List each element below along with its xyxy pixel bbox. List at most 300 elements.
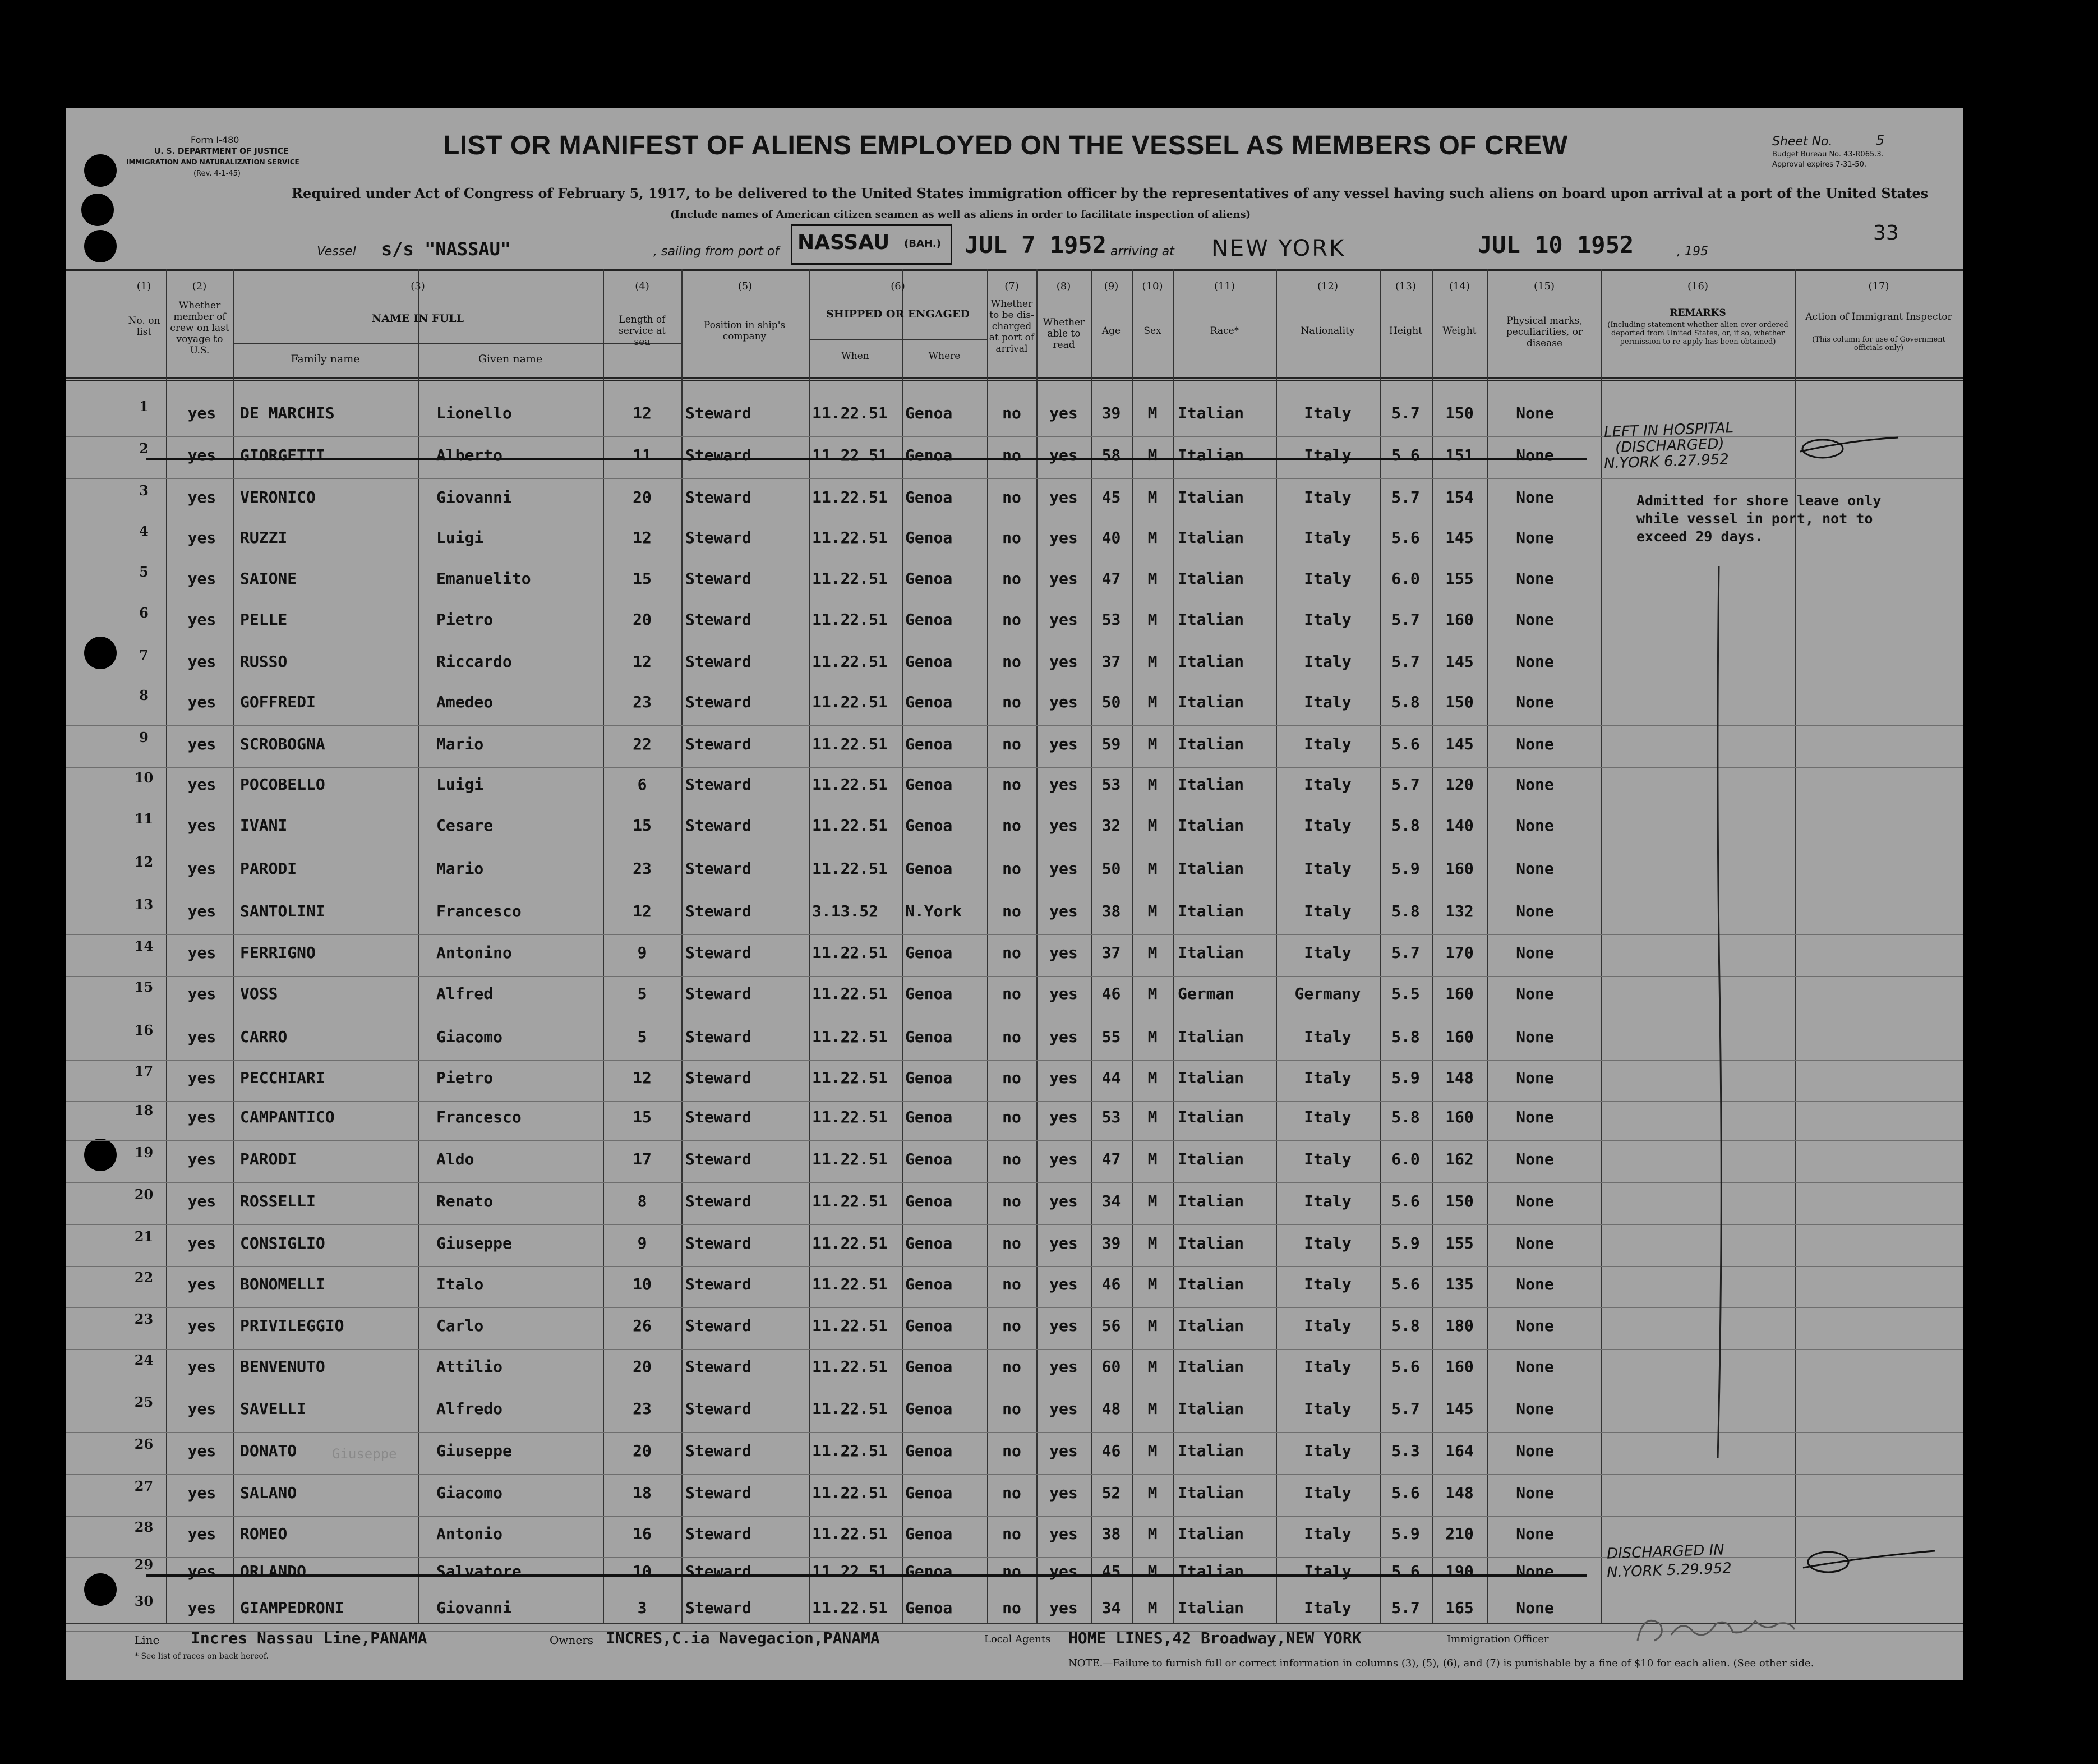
cell-given-name: Cesare — [436, 816, 494, 835]
cell-length: 11 — [633, 446, 652, 464]
cell-sex: M — [1147, 1028, 1158, 1046]
cell-member: yes — [187, 569, 216, 588]
cell-race: Italian — [1178, 1441, 1244, 1460]
col-number: (1) — [136, 280, 151, 292]
cell-member: yes — [187, 693, 216, 711]
cell-family-name: GOFFREDI — [240, 693, 316, 711]
cell-read: yes — [1049, 1316, 1078, 1335]
cell-when: 11.22.51 — [812, 1234, 888, 1252]
cell-age: 38 — [1101, 902, 1121, 920]
cell-physical: None — [1516, 735, 1554, 753]
cell-nationality: Italy — [1304, 1441, 1352, 1460]
cell-given-name: Alberto — [436, 446, 503, 464]
cell-when: 11.22.51 — [812, 693, 888, 711]
cell-length: 5 — [637, 1028, 647, 1046]
cell-age: 46 — [1101, 1275, 1121, 1293]
cell-read: yes — [1049, 404, 1078, 422]
cell-nationality: Italy — [1304, 528, 1352, 547]
cell-no: 12 — [134, 854, 154, 870]
cell-height: 5.7 — [1391, 610, 1420, 629]
cell-discharged: no — [1002, 1108, 1021, 1126]
cell-weight: 155 — [1445, 1234, 1474, 1252]
cell-sex: M — [1147, 943, 1158, 962]
cell-given-name: Luigi — [436, 775, 484, 794]
cell-no: 7 — [139, 647, 149, 663]
cell-physical: None — [1516, 943, 1554, 962]
cell-read: yes — [1049, 859, 1078, 878]
remark-date: N.YORK 6.27.952 — [1603, 451, 1730, 472]
header-remarks: REMARKS — [1670, 307, 1726, 319]
cell-family-name: PECCHIARI — [240, 1068, 325, 1087]
cell-length: 12 — [633, 404, 652, 422]
row-rule — [66, 976, 1963, 977]
cell-position: Steward — [685, 1234, 752, 1252]
cell-sex: M — [1147, 1524, 1158, 1543]
cell-height: 5.6 — [1391, 1192, 1420, 1210]
cell-position: Steward — [685, 816, 752, 835]
cell-weight: 170 — [1445, 943, 1474, 962]
cell-family-name: SAVELLI — [240, 1399, 307, 1418]
col-number: (5) — [737, 280, 753, 292]
cell-read: yes — [1049, 610, 1078, 629]
cell-weight: 150 — [1445, 404, 1474, 422]
cell-family-name: PARODI — [240, 859, 297, 878]
col-divider — [681, 269, 683, 1623]
cell-position: Steward — [685, 859, 752, 878]
cell-discharged: no — [1002, 1234, 1021, 1252]
vessel-label: Vessel — [317, 245, 356, 259]
cell-race: Italian — [1178, 404, 1244, 422]
cell-age: 52 — [1101, 1484, 1121, 1502]
cell-height: 5.7 — [1391, 488, 1420, 506]
cell-physical: None — [1516, 859, 1554, 878]
cell-race: Italian — [1178, 816, 1244, 835]
cell-given-name: Alfredo — [436, 1399, 503, 1418]
row-rule — [66, 1060, 1963, 1061]
cell-age: 40 — [1101, 528, 1121, 547]
cell-race: Italian — [1178, 1357, 1244, 1376]
cell-length: 3 — [637, 1599, 647, 1617]
cell-member: yes — [187, 652, 216, 671]
cell-age: 53 — [1101, 610, 1121, 629]
cell-height: 5.5 — [1391, 984, 1420, 1003]
cell-sex: M — [1147, 1275, 1158, 1293]
cell-read: yes — [1049, 943, 1078, 962]
cell-race: Italian — [1178, 1524, 1244, 1543]
cell-no: 20 — [134, 1186, 154, 1203]
cell-given-name: Giuseppe — [436, 1234, 512, 1252]
cell-race: Italian — [1178, 1068, 1244, 1087]
cell-sex: M — [1147, 1441, 1158, 1460]
cell-position: Steward — [685, 1275, 752, 1293]
col-number: (8) — [1056, 280, 1071, 292]
cell-height: 5.6 — [1391, 528, 1420, 547]
arrival-port: NEW YORK — [1211, 236, 1346, 261]
cell-physical: None — [1516, 1599, 1554, 1617]
cell-position: Steward — [685, 488, 752, 506]
cell-member: yes — [187, 1275, 216, 1293]
cell-race: Italian — [1178, 569, 1244, 588]
cell-length: 20 — [633, 1441, 652, 1460]
header-position: Position in ship's company — [703, 320, 786, 342]
cell-nationality: Italy — [1304, 943, 1352, 962]
cell-given-name: Alfred — [436, 984, 494, 1003]
cell-height: 6.0 — [1391, 1150, 1420, 1168]
cell-discharged: no — [1002, 1524, 1021, 1543]
cell-sex: M — [1147, 1562, 1158, 1581]
faded-given-name: Giuseppe — [332, 1446, 397, 1462]
col-divider — [418, 269, 419, 1623]
cell-physical: None — [1516, 1275, 1554, 1293]
cell-nationality: Italy — [1304, 902, 1352, 920]
cell-nationality: Italy — [1304, 735, 1352, 753]
cell-physical: None — [1516, 1399, 1554, 1418]
cell-no: 1 — [139, 398, 149, 414]
cell-member: yes — [187, 1108, 216, 1126]
cell-discharged: no — [1002, 1150, 1021, 1168]
cell-when: 11.22.51 — [812, 1028, 888, 1046]
cell-age: 46 — [1101, 1441, 1121, 1460]
footer-line-value: Incres Nassau Line,PANAMA — [191, 1629, 427, 1647]
cell-given-name: Italo — [436, 1275, 484, 1293]
cell-physical: None — [1516, 902, 1554, 920]
cell-weight: 160 — [1445, 1108, 1474, 1126]
cell-sex: M — [1147, 569, 1158, 588]
strike-through-line — [146, 1574, 1587, 1577]
cell-age: 45 — [1101, 488, 1121, 506]
cell-no: 13 — [134, 896, 154, 913]
header-where: Where — [928, 351, 961, 362]
cell-height: 5.9 — [1391, 1524, 1420, 1543]
cell-age: 50 — [1101, 859, 1121, 878]
cell-height: 5.6 — [1391, 1484, 1420, 1502]
cell-when: 11.22.51 — [812, 775, 888, 794]
cell-family-name: SCROBOGNA — [240, 735, 325, 753]
cell-when: 11.22.51 — [812, 1150, 888, 1168]
cell-nationality: Italy — [1304, 1192, 1352, 1210]
inspector-mark — [1795, 1545, 1940, 1579]
cell-when: 11.22.51 — [812, 1108, 888, 1126]
cell-when: 11.22.51 — [812, 984, 888, 1003]
cell-length: 15 — [633, 1108, 652, 1126]
cell-physical: None — [1516, 1234, 1554, 1252]
cell-physical: None — [1516, 610, 1554, 629]
cell-position: Steward — [685, 693, 752, 711]
cell-race: Italian — [1178, 1316, 1244, 1335]
cell-discharged: no — [1002, 528, 1021, 547]
cell-no: 2 — [139, 440, 149, 457]
cell-where: Genoa — [905, 1357, 953, 1376]
cell-length: 9 — [637, 943, 647, 962]
cell-race: Italian — [1178, 1028, 1244, 1046]
cell-member: yes — [187, 1316, 216, 1335]
cell-given-name: Attilio — [436, 1357, 503, 1376]
row-rule — [66, 1140, 1963, 1141]
cell-discharged: no — [1002, 1484, 1021, 1502]
cell-discharged: no — [1002, 1068, 1021, 1087]
cell-age: 44 — [1101, 1068, 1121, 1087]
cell-length: 17 — [633, 1150, 652, 1168]
cell-discharged: no — [1002, 943, 1021, 962]
cell-given-name: Mario — [436, 859, 484, 878]
cell-family-name: IVANI — [240, 816, 288, 835]
header-family-name: Family name — [291, 353, 360, 365]
cell-family-name: BONOMELLI — [240, 1275, 325, 1293]
cell-weight: 148 — [1445, 1068, 1474, 1087]
row-rule — [66, 1516, 1963, 1517]
cell-no: 17 — [134, 1063, 154, 1079]
row-rule — [66, 934, 1963, 935]
remark-shore-leave-1: Admitted for shore leave only — [1636, 492, 1882, 509]
cell-weight: 155 — [1445, 569, 1474, 588]
cell-given-name: Carlo — [436, 1316, 484, 1335]
cell-family-name: PELLE — [240, 610, 288, 629]
cell-length: 23 — [633, 1399, 652, 1418]
cell-height: 5.6 — [1391, 1357, 1420, 1376]
form-service: IMMIGRATION AND NATURALIZATION SERVICE — [126, 158, 299, 166]
cell-member: yes — [187, 488, 216, 506]
col-divider — [233, 269, 234, 1623]
cell-given-name: Renato — [436, 1192, 494, 1210]
footer-note: NOTE.—Failure to furnish full or correct information in columns (3), (5), (6), and (7) is punishable by a fine of $10 for each alien. (See other side. — [1068, 1657, 1814, 1669]
cell-no: 18 — [134, 1102, 154, 1118]
header-action: Action of Immigrant Inspector — [1805, 311, 1952, 323]
col-number: (14) — [1449, 280, 1470, 292]
header-race: Race* — [1210, 325, 1239, 337]
cell-where: Genoa — [905, 404, 953, 422]
binder-hole — [84, 230, 117, 262]
cell-age: 47 — [1101, 569, 1121, 588]
cell-where: Genoa — [905, 1399, 953, 1418]
cell-family-name: VOSS — [240, 984, 278, 1003]
cell-sex: M — [1147, 610, 1158, 629]
cell-weight: 150 — [1445, 693, 1474, 711]
cell-weight: 210 — [1445, 1524, 1474, 1543]
cell-family-name: DE MARCHIS — [240, 404, 335, 422]
cell-age: 37 — [1101, 943, 1121, 962]
cell-given-name: Antonino — [436, 943, 512, 962]
cell-given-name: Giacomo — [436, 1028, 503, 1046]
footer-owners-label: Owners — [550, 1633, 594, 1647]
cell-discharged: no — [1002, 859, 1021, 878]
remark-discharged-in: DISCHARGED IN — [1606, 1541, 1725, 1563]
cell-no: 11 — [134, 810, 154, 827]
cell-discharged: no — [1002, 1562, 1021, 1581]
name-subheader-line — [233, 343, 681, 344]
page-title: LIST OR MANIFEST OF ALIENS EMPLOYED ON THE VESSEL AS MEMBERS OF CREW — [443, 131, 1568, 160]
cell-member: yes — [187, 610, 216, 629]
cell-height: 5.6 — [1391, 446, 1420, 464]
cell-weight: 164 — [1445, 1441, 1474, 1460]
cell-family-name: CAMPANTICO — [240, 1108, 335, 1126]
cell-weight: 140 — [1445, 816, 1474, 835]
cell-sex: M — [1147, 652, 1158, 671]
cell-when: 11.22.51 — [812, 1562, 888, 1581]
cell-member: yes — [187, 404, 216, 422]
cell-where: Genoa — [905, 1484, 953, 1502]
cell-member: yes — [187, 1150, 216, 1168]
cell-length: 20 — [633, 610, 652, 629]
cell-physical: None — [1516, 446, 1554, 464]
cell-race: Italian — [1178, 652, 1244, 671]
cell-discharged: no — [1002, 610, 1021, 629]
cell-length: 20 — [633, 488, 652, 506]
cell-sex: M — [1147, 404, 1158, 422]
cell-given-name: Antonio — [436, 1524, 503, 1543]
col-number: (10) — [1142, 280, 1163, 292]
cell-no: 10 — [134, 770, 154, 786]
binder-hole — [84, 637, 117, 669]
cell-sex: M — [1147, 816, 1158, 835]
cell-physical: None — [1516, 1108, 1554, 1126]
cell-read: yes — [1049, 652, 1078, 671]
remark-hospital: LEFT IN HOSPITAL — [1603, 419, 1734, 441]
cell-when: 11.22.51 — [812, 610, 888, 629]
cell-position: Steward — [685, 1316, 752, 1335]
cell-where: Genoa — [905, 1028, 953, 1046]
cell-family-name: VERONICO — [240, 488, 316, 506]
cell-physical: None — [1516, 1357, 1554, 1376]
page-number: 33 — [1873, 222, 1899, 245]
cell-read: yes — [1049, 1599, 1078, 1617]
row-rule — [66, 1101, 1963, 1102]
cell-race: Italian — [1178, 1234, 1244, 1252]
cell-no: 4 — [139, 523, 149, 539]
cell-no: 19 — [134, 1144, 154, 1160]
cell-where: Genoa — [905, 610, 953, 629]
cell-age: 38 — [1101, 1524, 1121, 1543]
row-rule — [66, 1474, 1963, 1475]
cell-sex: M — [1147, 488, 1158, 506]
cell-where: Genoa — [905, 1192, 953, 1210]
cell-where: Genoa — [905, 569, 953, 588]
cell-discharged: no — [1002, 1599, 1021, 1617]
header-name-in-full: NAME IN FULL — [372, 312, 464, 325]
footer-officer-label: Immigration Officer — [1447, 1633, 1549, 1645]
cell-no: 3 — [139, 482, 149, 499]
cell-length: 23 — [633, 859, 652, 878]
binder-hole — [84, 1573, 117, 1606]
cell-no: 15 — [134, 979, 154, 995]
col-number: (6) — [891, 280, 905, 292]
cell-physical: None — [1516, 1150, 1554, 1168]
cell-height: 5.3 — [1391, 1441, 1420, 1460]
cell-family-name: RUSSO — [240, 652, 288, 671]
cell-nationality: Italy — [1304, 693, 1352, 711]
cell-age: 47 — [1101, 1150, 1121, 1168]
cell-read: yes — [1049, 775, 1078, 794]
cell-nationality: Italy — [1304, 1234, 1352, 1252]
cell-when: 11.22.51 — [812, 816, 888, 835]
cell-height: 5.9 — [1391, 859, 1420, 878]
cell-nationality: Italy — [1304, 488, 1352, 506]
cell-position: Steward — [685, 610, 752, 629]
binder-hole — [81, 194, 114, 226]
cell-no: 16 — [134, 1022, 154, 1038]
cell-race: German — [1178, 984, 1235, 1003]
cell-weight: 160 — [1445, 1357, 1474, 1376]
cell-discharged: no — [1002, 1316, 1021, 1335]
cell-race: Italian — [1178, 528, 1244, 547]
cell-age: 37 — [1101, 652, 1121, 671]
cell-nationality: Italy — [1304, 816, 1352, 835]
cell-sex: M — [1147, 1068, 1158, 1087]
cell-sex: M — [1147, 1192, 1158, 1210]
cell-position: Steward — [685, 446, 752, 464]
cell-nationality: Italy — [1304, 1108, 1352, 1126]
cell-family-name: DONATO — [240, 1441, 297, 1460]
cell-given-name: Francesco — [436, 902, 522, 920]
cell-height: 5.7 — [1391, 1399, 1420, 1418]
cell-height: 5.7 — [1391, 404, 1420, 422]
cell-length: 12 — [633, 652, 652, 671]
cell-height: 5.6 — [1391, 1275, 1420, 1293]
cell-when: 11.22.51 — [812, 652, 888, 671]
cell-member: yes — [187, 1234, 216, 1252]
cell-nationality: Italy — [1304, 1068, 1352, 1087]
row-rule — [66, 1349, 1963, 1350]
cell-race: Italian — [1178, 488, 1244, 506]
cell-where: Genoa — [905, 859, 953, 878]
cell-family-name: CARRO — [240, 1028, 288, 1046]
cell-physical: None — [1516, 569, 1554, 588]
cell-physical: None — [1516, 816, 1554, 835]
cell-no: 30 — [134, 1593, 154, 1609]
cell-read: yes — [1049, 528, 1078, 547]
cell-read: yes — [1049, 569, 1078, 588]
cell-position: Steward — [685, 984, 752, 1003]
cell-sex: M — [1147, 693, 1158, 711]
cell-where: N.York — [905, 902, 962, 920]
remark-shore-leave-2: while vessel in port, not to — [1636, 510, 1873, 527]
cell-position: Steward — [685, 775, 752, 794]
cell-when: 11.22.51 — [812, 1599, 888, 1617]
col-number: (3) — [411, 280, 425, 292]
cell-length: 9 — [637, 1234, 647, 1252]
cell-weight: 145 — [1445, 1399, 1474, 1418]
cell-nationality: Italy — [1304, 1484, 1352, 1502]
cell-sex: M — [1147, 528, 1158, 547]
cell-nationality: Italy — [1304, 859, 1352, 878]
cell-position: Steward — [685, 735, 752, 753]
cell-physical: None — [1516, 1524, 1554, 1543]
cell-when: 11.22.51 — [812, 1524, 888, 1543]
cell-physical: None — [1516, 984, 1554, 1003]
cell-physical: None — [1516, 404, 1554, 422]
cell-age: 53 — [1101, 775, 1121, 794]
cell-physical: None — [1516, 1441, 1554, 1460]
ditto-line — [1708, 566, 1730, 1464]
cell-height: 6.0 — [1391, 569, 1420, 588]
cell-sex: M — [1147, 1150, 1158, 1168]
cell-read: yes — [1049, 1234, 1078, 1252]
cell-race: Italian — [1178, 1108, 1244, 1126]
cell-read: yes — [1049, 816, 1078, 835]
cell-physical: None — [1516, 1068, 1554, 1087]
cell-sex: M — [1147, 1357, 1158, 1376]
cell-length: 10 — [633, 1275, 652, 1293]
row-rule — [66, 478, 1963, 479]
cell-where: Genoa — [905, 652, 953, 671]
cell-weight: 162 — [1445, 1150, 1474, 1168]
col-divider — [1601, 269, 1602, 1623]
shipped-subheader-line — [809, 339, 987, 340]
cell-discharged: no — [1002, 652, 1021, 671]
cell-family-name: SANTOLINI — [240, 902, 325, 920]
cell-member: yes — [187, 1484, 216, 1502]
row-rule — [66, 1432, 1963, 1433]
cell-race: Italian — [1178, 1562, 1244, 1581]
